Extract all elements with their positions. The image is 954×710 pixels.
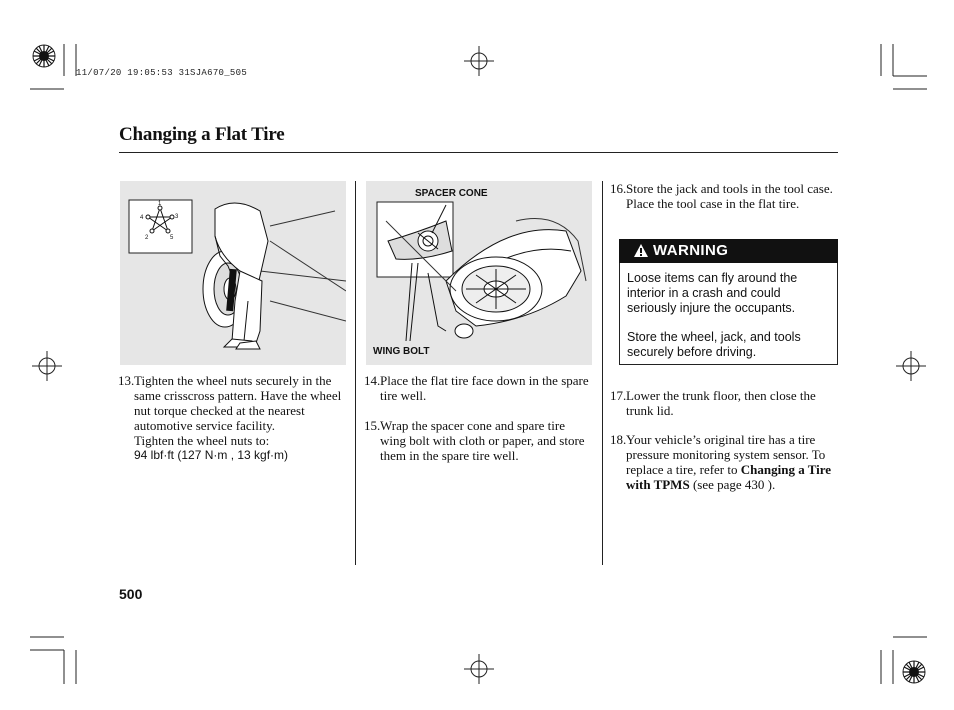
svg-text:5: 5 xyxy=(170,235,174,241)
warning-paragraph-2: Store the wheel, jack, and tools securely before driving. xyxy=(627,330,801,359)
step-text: Your vehicle’s original tire has a tire pressure monitoring system sensor. To replace a tire, refer to xyxy=(626,432,826,477)
step-number: 17. xyxy=(610,388,627,403)
svg-text:3: 3 xyxy=(175,214,179,220)
svg-text:1: 1 xyxy=(158,201,162,207)
registration-starburst-bottom-right xyxy=(902,660,926,684)
step-15 xyxy=(364,418,594,463)
svg-text:4: 4 xyxy=(140,215,144,221)
warning-heading-bar xyxy=(619,239,838,263)
step-18 xyxy=(610,432,840,492)
step-number: 14. xyxy=(364,373,381,388)
warning-triangle-icon xyxy=(633,243,649,258)
svg-text:2: 2 xyxy=(145,235,149,241)
tpms-reference-link[interactable]: Changing a Tire with TPMS xyxy=(626,462,832,492)
tighten-nuts-illustration xyxy=(120,181,346,365)
step-number: 13. xyxy=(118,373,135,388)
registration-crosshair-bottom xyxy=(464,654,494,684)
step-17 xyxy=(610,388,840,418)
step-text: Lower the trunk floor, then close the trunk lid. xyxy=(626,388,816,418)
warning-paragraph-1: Loose items can fly around the interior in a crash and could seriously injure the occupants. xyxy=(627,271,798,315)
spare-tire-well-illustration xyxy=(366,181,592,365)
torque-spec: 94 lbf·ft (127 N·m , 13 kgf·m) xyxy=(134,448,289,462)
registration-crosshair-right xyxy=(896,351,926,381)
step-subtext: Tighten the wheel nuts to: xyxy=(134,433,270,448)
step-text: Store the jack and tools in the tool case. Place the tool case in the flat tire. xyxy=(626,181,833,211)
registration-starburst-top-left xyxy=(32,44,56,68)
spacer-cone-label: SPACER CONE xyxy=(415,188,488,199)
step-text: Tighten the wheel nuts securely in the same crisscross pattern. Have the wheel nut torque checked at the nearest automotive service facility. xyxy=(134,373,342,433)
page-reference: (see page 430 ). xyxy=(692,477,776,492)
page-number: 500 xyxy=(119,586,143,602)
step-13 xyxy=(118,373,350,463)
step-18-body xyxy=(626,432,840,492)
registration-crosshair-top xyxy=(464,46,494,76)
step-text: Wrap the spacer cone and spare tire wing bolt with cloth or paper, and store them in the spare tire well. xyxy=(380,418,585,463)
step-number: 18. xyxy=(610,432,627,447)
wing-bolt-label: WING BOLT xyxy=(373,346,430,357)
warning-heading: WARNING xyxy=(653,242,729,259)
print-stamp: 11/07/20 19:05:53 31SJA670_505 xyxy=(76,68,248,78)
step-number: 16. xyxy=(610,181,627,196)
column-divider-2 xyxy=(602,181,603,565)
page-title: Changing a Flat Tire xyxy=(119,124,285,145)
step-number: 15. xyxy=(364,418,381,433)
figure-spare-tire-well xyxy=(366,181,592,365)
column-divider-1 xyxy=(355,181,356,565)
figure-tighten-nuts xyxy=(120,181,346,365)
title-rule xyxy=(119,152,838,153)
step-14 xyxy=(364,373,594,403)
step-16 xyxy=(610,181,840,211)
registration-crosshair-left xyxy=(32,351,62,381)
step-text: Place the flat tire face down in the spare tire well. xyxy=(380,373,589,403)
